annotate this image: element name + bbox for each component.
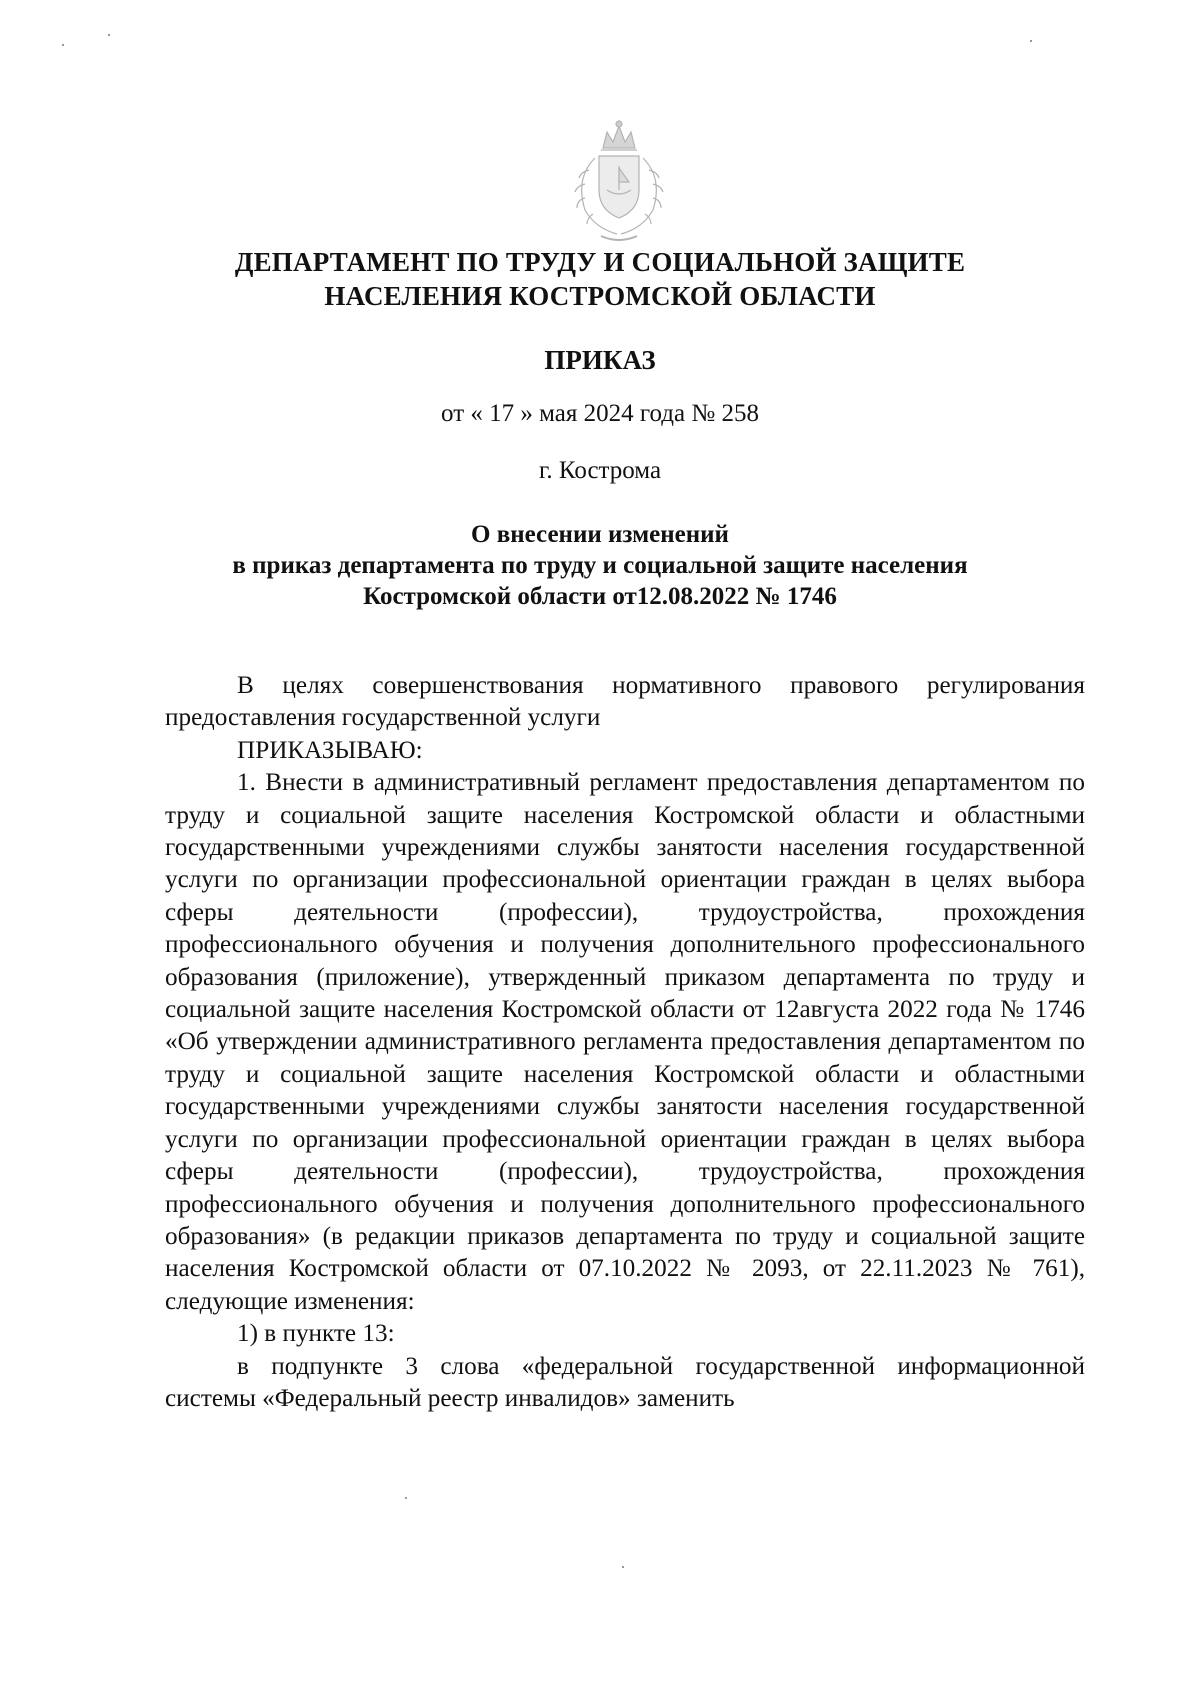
document-type-title: ПРИКАЗ (544, 345, 656, 375)
subject-line3: Костромской области от12.08.2022 № 1746 (363, 583, 837, 610)
subject-line2: в приказ департамента по труду и социальной защите населения (232, 552, 968, 579)
subitem-1-heading: 1) в пункте 13: (237, 1320, 395, 1348)
scan-speck (1030, 40, 1032, 42)
document-body (165, 670, 1085, 1415)
document-date-number: от « 17 » мая 2024 года № 258 (441, 400, 759, 427)
scan-speck (108, 34, 110, 36)
order-word: ПРИКАЗЫВАЮ: (237, 736, 423, 764)
department-name-line2: НАСЕЛЕНИЯ КОСТРОМСКОЙ ОБЛАСТИ (324, 281, 876, 311)
coat-of-arms-icon (555, 118, 683, 248)
document-city: г. Кострома (538, 457, 662, 484)
scan-speck (622, 1566, 624, 1568)
scan-speck (62, 44, 64, 46)
scan-speck (405, 1497, 407, 1499)
item-1-paragraph: 1. Внести в административный регламент предоставления департаментом по труду и социальной защите населения Костромской области и областными государственными учреждениями службы занятости населения государственной услуги по организации профессиональной ориентации граждан в целях выбора сферы деятельности (профессии), трудоустройства, прохождения профессионального обучения и получения дополнительного профессионального образования (приложение), утвержденный приказом департамента по труду и социальной защите населения Костромской области от 12августа 2022 года № 1746 «Об утверждении административного регламента предоставления департаментом по труду и социальной защите населения Костромской области и областными государственными учреждениями службы занятости населения государственной услуги по организации профессиональной ориентации граждан в целях выбора сферы деятельности (профессии), трудоустройства, прохождения профессионального обучения и получения дополнительного профессионального образования» (в редакции приказов департамента по труду и социальной защите населения Костромской области от 07.10.2022 № 2093, от 22.11.2023 № 761), следующие изменения: (165, 769, 1085, 1315)
preamble-paragraph: В целях совершенствования нормативного правового регулирования предоставления государственной услуги (165, 672, 1085, 732)
subject-line1: О внесении изменений (471, 521, 729, 548)
subitem-1-text: в подпункте 3 слова «федеральной государственной информационной системы «Федеральный реестр инвалидов» заменить (165, 1352, 1085, 1412)
department-name-line1: ДЕПАРТАМЕНТ ПО ТРУДУ И СОЦИАЛЬНОЙ ЗАЩИТЕ (234, 247, 966, 277)
